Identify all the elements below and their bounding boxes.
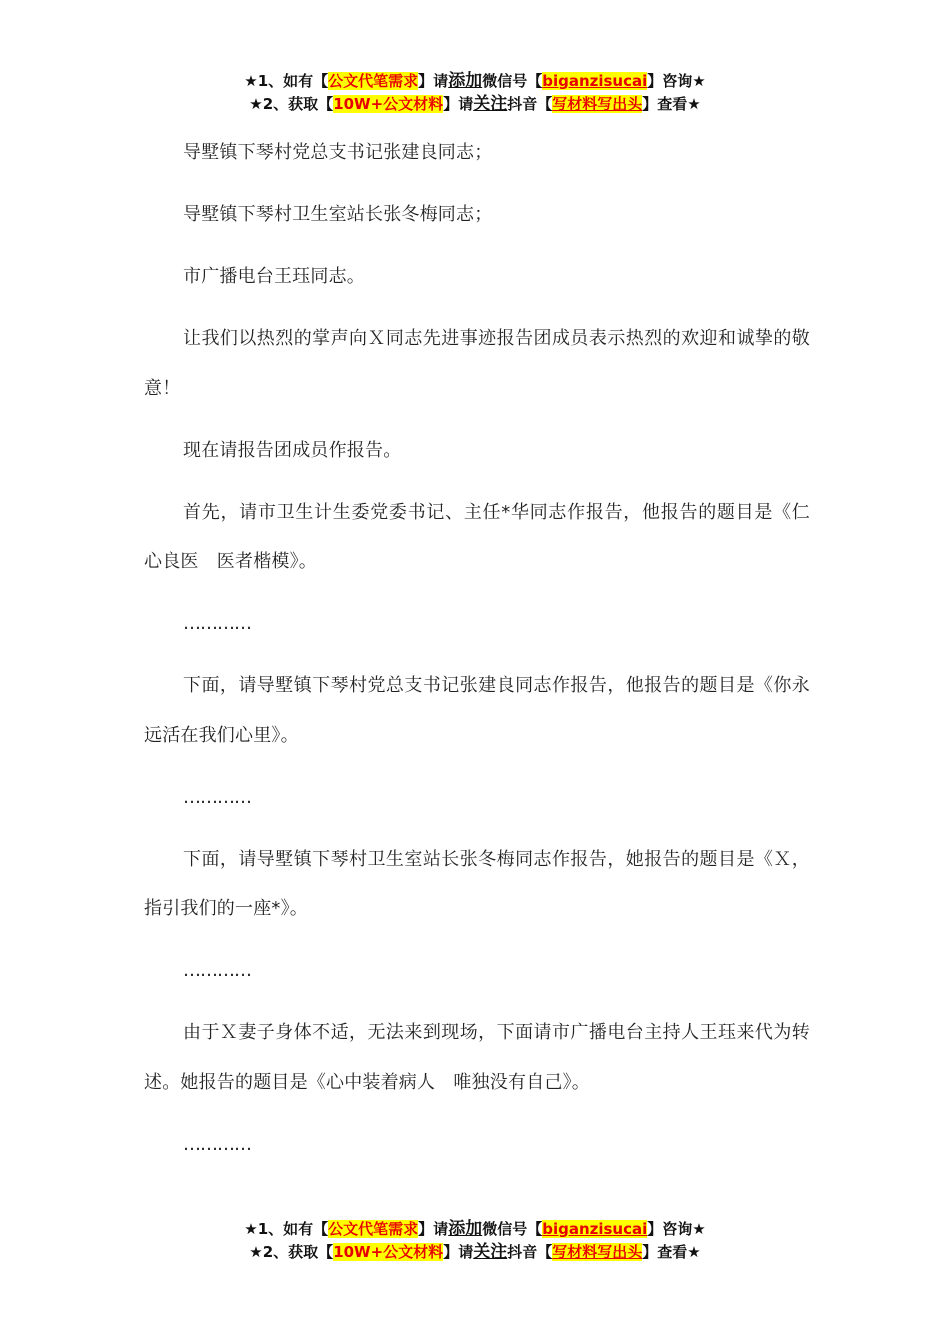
wechat-id-link[interactable]: biganzisucai [542,1220,648,1238]
intro-paragraph: 现在请报告团成员作报告。 [183,439,402,461]
banner-line-2-mid2: 抖音【 [507,1243,553,1261]
banner-line-1 [0,1218,950,1241]
banner-line-2-suffix: 】查看★ [642,95,701,113]
ellipsis-line: ………… [183,960,251,981]
banner-line-2-suffix: 】查看★ [642,1243,701,1261]
follow-emphasis: 关注 [473,94,508,114]
banner-line-1 [0,70,950,93]
ellipsis-line: ………… [183,1133,251,1155]
ellipsis-line: ………… [183,786,251,808]
banner-line-1-suffix: 】咨询★ [647,72,706,90]
report-paragraph: 首先，请市卫生计生委党委书记、主任*华同志作报告，他报告的题目是《仁心良医 医者楷模》。 [144,501,810,572]
add-emphasis: 添加 [448,71,483,91]
banner-line-2-mid: 】请 [443,95,474,113]
banner-line-2-prefix: ★2、获取【 [249,1243,334,1261]
banner-line-2-mid2: 抖音【 [507,95,553,113]
materials-highlight: 10W+公文材料 [333,95,444,113]
banner-line-1-suffix: 】咨询★ [647,1220,706,1238]
report-paragraph: 下面，请导墅镇下琴村卫生室站长张冬梅同志作报告，她报告的题目是《Ｘ，指引我们的一座*》。 [144,848,810,919]
banner-line-1-prefix: ★1、如有【 [244,72,329,90]
footer-banner [0,1218,950,1264]
materials-highlight: 10W+公文材料 [333,1243,444,1261]
banner-line-2-prefix: ★2、获取【 [249,95,334,113]
banner-line-1-mid: 】请 [418,72,449,90]
banner-line-2 [0,1241,950,1264]
wechat-id-link[interactable]: biganzisucai [542,72,648,90]
banner-line-2 [0,93,950,116]
add-emphasis: 添加 [448,1219,483,1239]
attendee-line: 市广播电台王珏同志。 [183,266,365,287]
banner-line-1-mid: 】请 [418,1220,449,1238]
douyin-account-link[interactable]: 写材料写出头 [552,95,643,113]
service-highlight: 公文代笔需求 [328,72,419,90]
service-highlight: 公文代笔需求 [328,1220,419,1238]
banner-line-1-mid2: 微信号【 [482,72,543,90]
header-banner [0,70,950,116]
attendee-line: 导墅镇下琴村党总支书记张建良同志； [183,142,493,163]
report-paragraph: 下面，请导墅镇下琴村党总支书记张建良同志作报告，他报告的题目是《你永远活在我们心里》。 [144,675,810,746]
follow-emphasis: 关注 [473,1242,508,1262]
douyin-account-link[interactable]: 写材料写出头 [552,1243,643,1261]
banner-line-2-mid: 】请 [443,1243,474,1261]
document-body [144,128,810,1182]
banner-line-1-mid2: 微信号【 [482,1220,543,1238]
banner-line-1-prefix: ★1、如有【 [244,1220,329,1238]
report-paragraph: 由于Ｘ妻子身体不适，无法来到现场，下面请市广播电台主持人王珏来代为转述。她报告的题目是《心中装着病人 唯独没有自己》。 [144,1022,810,1093]
attendee-line: 导墅镇下琴村卫生室站长张冬梅同志； [183,204,493,225]
welcome-paragraph: 让我们以热烈的掌声向Ｘ同志先进事迹报告团成员表示热烈的欢迎和诚挚的敬意！ [144,328,810,399]
ellipsis-line: ………… [183,613,251,634]
